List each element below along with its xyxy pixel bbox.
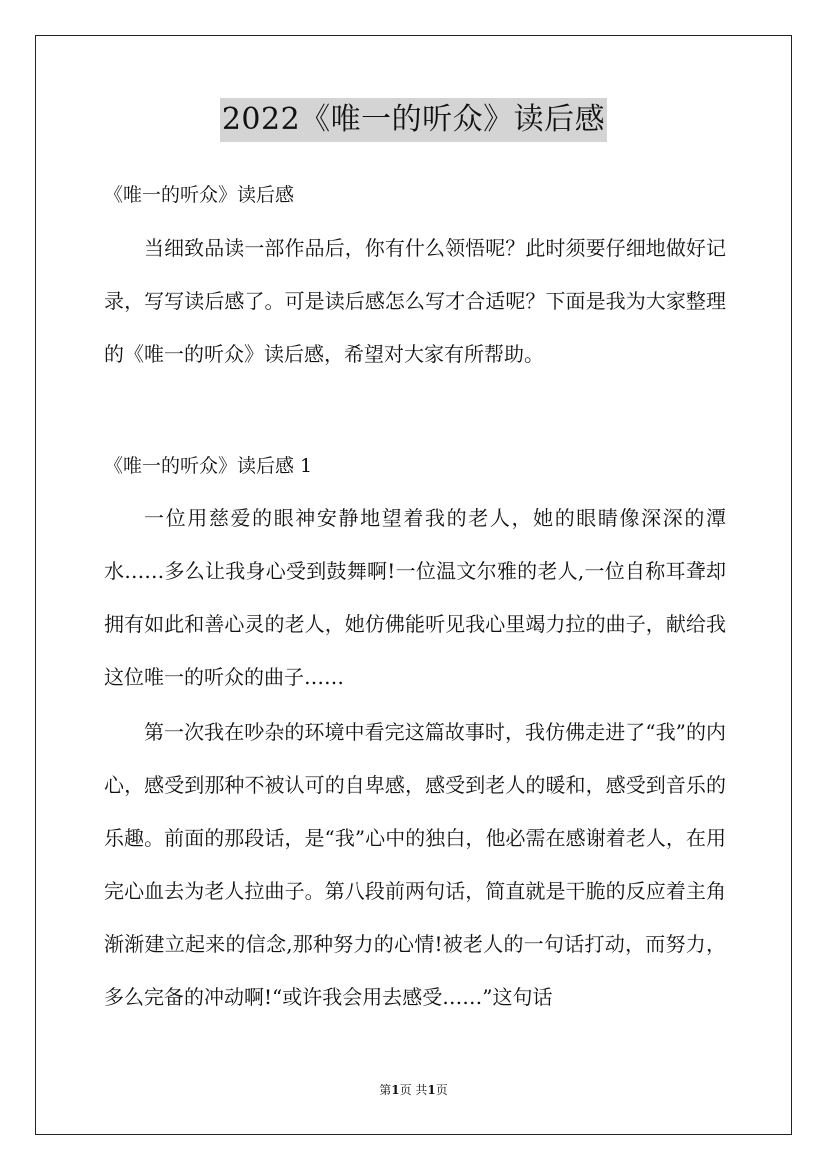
body-paragraph-1: 一位用慈爱的眼神安静地望着我的老人，她的眼睛像深深的潭水……多么让我身心受到鼓舞啊!一位温文尔雅的老人,一位自称耳聋却拥有如此和善心灵的老人，她仿佛能听见我心里竭力拉的曲子，献给我这位唯一的听众的曲子…… xyxy=(104,506,726,689)
page-footer xyxy=(0,1081,827,1099)
footer-page-number: 1 xyxy=(391,1083,400,1097)
footer-suffix: 页 xyxy=(435,1083,448,1097)
document-subtitle: 《唯一的听众》读后感 xyxy=(104,184,295,206)
section-heading: 《唯一的听众》读后感 1 xyxy=(104,455,313,477)
document-title: 2022《唯一的听众》读后感 xyxy=(220,98,607,142)
footer-page-total: 1 xyxy=(427,1083,436,1097)
intro-paragraph: 当细致品读一部作品后，你有什么领悟呢？此时须要仔细地做好记录，写写读后感了。可是读后感怎么写才合适呢？下面是我为大家整理的《唯一的听众》读后感，希望对大家有所帮助。 xyxy=(104,236,726,366)
footer-prefix: 第 xyxy=(379,1083,392,1097)
title-wrapper xyxy=(0,98,827,142)
body-paragraph-2: 第一次我在吵杂的环境中看完这篇故事时，我仿佛走进了“我”的内心，感受到那种不被认可的自卑感，感受到老人的暖和，感受到音乐的乐趣。前面的那段话，是“我”心中的独白，他必需在感谢着老人，在用完心血去为老人拉曲子。第八段前两句话，简直就是干脆的反应着主角渐渐建立起来的信念,那种努力的心情!被老人的一句话打动，而努力，多么完备的冲动啊!“或许我会用去感受……”这句话 xyxy=(104,720,726,1009)
footer-mid: 页 共 xyxy=(399,1083,428,1097)
